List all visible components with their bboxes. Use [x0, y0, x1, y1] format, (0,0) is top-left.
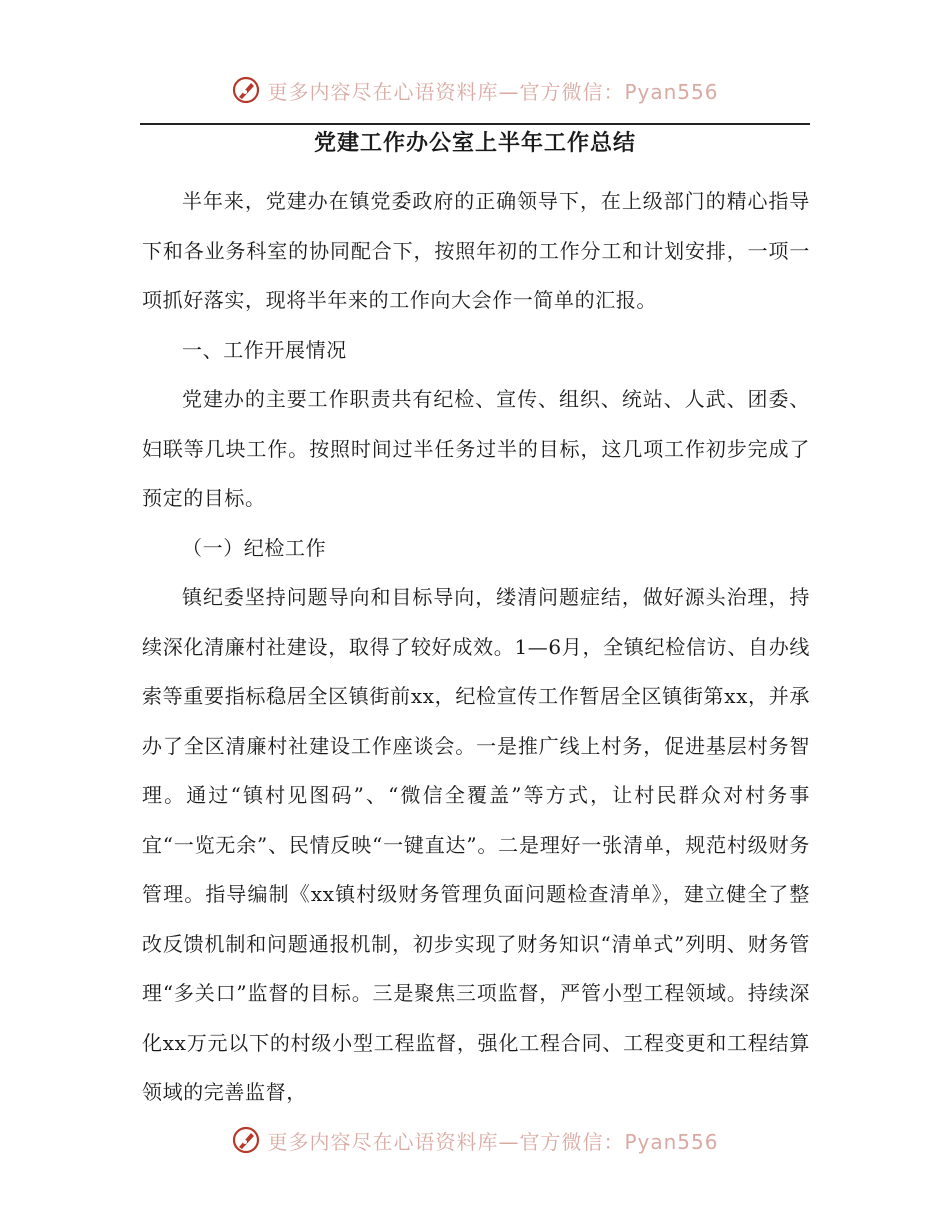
section-heading-1: 一、工作开展情况 — [182, 337, 347, 362]
subsection-heading-1: （一）纪检工作 — [182, 535, 327, 560]
document-body — [142, 177, 810, 1118]
document-title: 党建工作办公室上半年工作总结 — [313, 131, 636, 156]
header-rule — [140, 123, 810, 125]
paragraph-discipline: 镇纪委坚持问题导向和目标导向，缕清问题症结，做好源头治理，持续深化清廉村社建设，取得了较好成效。1—6月，全镇纪检信访、自办线索等重要指标稳居全区镇街前xx，纪检宣传工作暂居全区镇街第xx，并承办了全区清廉村社建设工作座谈会。一是推广线上村务，促进基层村务智理。通过“镇村见图码”、“微信全覆盖”等方式，让村民群众对村务事宜“一览无余”、民情反映“一键直达”。二是理好一张清单，规范村级财务管理。指导编制《xx镇村级财务管理负面问题检查清单》，建立健全了整改反馈机制和问题通报机制，初步实现了财务知识“清单式”列明、财务管理“多关口”监督的目标。三是聚焦三项监督，严管小型工程领域。持续深化xx万元以下的村级小型工程监督，强化工程合同、工程变更和工程结算领域的完善监督， — [142, 585, 810, 1104]
pen-in-circle-logo — [231, 1125, 261, 1155]
watermark-text: 更多内容尽在心语资料库—官方微信：Pyan556 — [267, 1129, 719, 1154]
paragraph-duties: 党建办的主要工作职责共有纪检、宣传、组织、统站、人武、团委、妇联等几块工作。按照时间过半任务过半的目标，这几项工作初步完成了预定的目标。 — [142, 387, 810, 510]
header-watermark — [0, 70, 950, 110]
pen-in-circle-logo — [231, 75, 261, 105]
paragraph-intro: 半年来，党建办在镇党委政府的正确领导下，在上级部门的精心指导下和各业务科室的协同配合下，按照年初的工作分工和计划安排，一项一项抓好落实，现将半年来的工作向大会作一简单的汇报。 — [142, 189, 810, 312]
watermark-text: 更多内容尽在心语资料库—官方微信：Pyan556 — [267, 79, 719, 104]
footer-watermark — [0, 1120, 950, 1160]
